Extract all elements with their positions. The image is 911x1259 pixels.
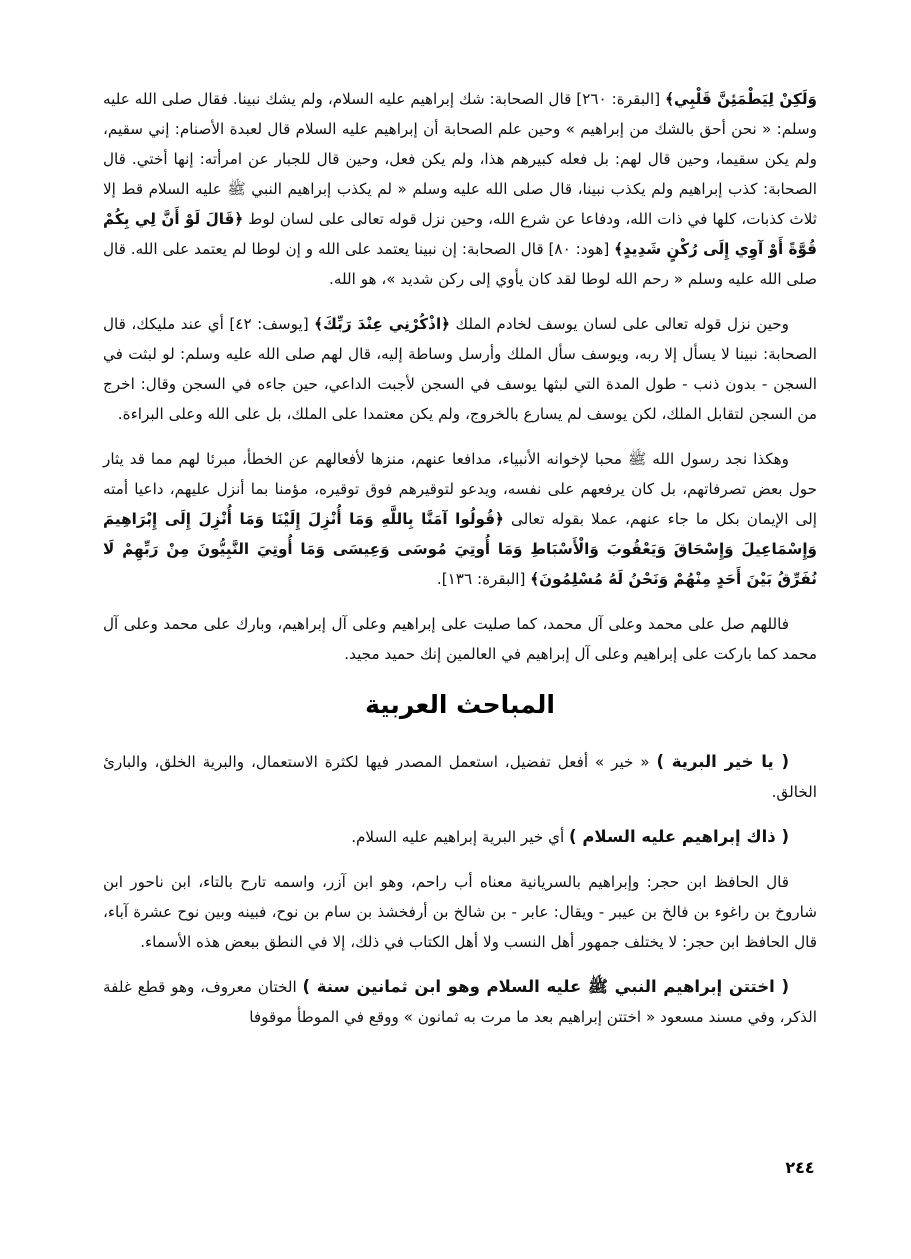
paragraph-text: [البقرة: ١٣٦].: [436, 570, 531, 588]
paragraph-text: الختان معروف، وهو قطع غلفة الذكر، وفي مسند مسعود « اختتن إبراهيم بعد ما مرت به ثمانون » ووقع في الموطأ موقوفا: [103, 978, 817, 1026]
term-heading: ( اختتن إبراهيم النبي ﷺ عليه السلام وهو ابن ثمانين سنة ): [302, 977, 789, 996]
paragraph-2: [103, 309, 817, 429]
paragraph-text: وهكذا نجد رسول الله ﷺ محبا لإخوانه الأنبياء، مدافعا عنهم، منزها لأفعالهم عن الخطأ، مبرئا لهم مما قد يثار حول بعض تصرفاتهم، بل كان يرفعهم على نفسه، ويدعو لتوقيرهم فوق توقيره، مؤمنا بما أنزل عليهم، داعيا أمته إلى الإيمان بكل ما جاء عنهم، عملا بقوله تعالى: [103, 450, 817, 528]
paragraph-text: « خير » أفعل تفضيل، استعمل المصدر فيها لكثرة الاستعمال، والبرية الخلق، والبارئ الخالق.: [103, 753, 817, 801]
quran-verse: ﴿قَالَ لَوْ أَنَّ لِي بِكُمْ قُوَّةً أَوْ آوِي إِلَى رُكْنٍ شَدِيدٍ﴾: [103, 210, 817, 258]
section-heading: المباحث العربية: [365, 690, 555, 719]
quran-verse: ﴿قُولُوا آمَنَّا بِاللَّهِ وَمَا أُنْزِلَ إِلَيْنَا وَمَا أُنْزِلَ إِلَى إِبْرَاهِيمَ وَإِسْمَاعِيلَ وَإِسْحَاقَ وَيَعْقُوبَ وَالْأَسْبَاطِ وَمَا أُوتِيَ مُوسَى وَعِيسَى وَمَا أُوتِيَ النَّبِيُّونَ مِنْ رَبِّهِمْ لَا نُفَرِّقُ بَيْنَ أَحَدٍ مِنْهُمْ وَنَحْنُ لَهُ مُسْلِمُونَ﴾: [103, 510, 817, 588]
term-heading: ( يا خير البرية ): [656, 752, 789, 771]
paragraph-text: وحين نزل قوله تعالى على لسان يوسف لخادم الملك: [450, 315, 790, 333]
paragraph-text: فاللهم صل على محمد وعلى آل محمد، كما صليت على إبراهيم وعلى آل إبراهيم، وبارك على محمد وعلى آل محمد كما باركت على إبراهيم وعلى آل إبراهيم في العالمين إنك حميد مجيد.: [103, 615, 817, 663]
paragraph-5: [103, 747, 817, 807]
paragraph-4: [103, 609, 817, 669]
page-number: ٢٤٤: [785, 1158, 815, 1177]
paragraph-text: [يوسف: ٤٢] أي عند مليكك، قال الصحابة: نبينا لا يسأل إلا ربه، ويوسف سأل الملك وأرسل وساطة إليه، قال لهم صلى الله عليه وسلم: لو لبثت في السجن - بدون ذنب - طول المدة التي لبثها يوسف في السجن لأجبت الداعي، حين جاءه في السجن وقال: اخرج من السجن لتقابل الملك، لكن يوسف لم يسارع بالخروج، ولم يكن معتمدا على الملك، بل على الله وعلى البراءة.: [103, 315, 817, 423]
paragraph-text: [هود: ٨٠] قال الصحابة: إن نبينا يعتمد على الله و إن لوطا لم يعتمد على الله. قال صلى الله عليه وسلم « رحم الله لوطا لقد كان يأوي إلى ركن شديد »، هو الله.: [103, 240, 817, 288]
quran-verse: وَلَكِنْ لِيَطْمَئِنَّ قَلْبِي﴾: [665, 90, 817, 108]
paragraph-text: قال الحافظ ابن حجر: وإبراهيم بالسريانية معناه أب راحم، وهو ابن آزر، واسمه تارح بالتاء، ابن ناحور ابن شاروخ بن راغوء بن فالخ بن عيبر - ويقال: عابر - بن شالخ بن أرفخشذ بن سام بن نوح، فبينه وبين نوح عشرة آباء، قال الحافظ ابن حجر: لا يختلف جمهور أهل النسب ولا أهل الكتاب في ذلك، إلا في النطق ببعض هذه الأسماء.: [103, 873, 817, 951]
paragraph-text: [البقرة: ٢٦٠] قال الصحابة: شك إبراهيم عليه السلام، ولم يشك نبينا. فقال صلى الله عليه وسلم: « نحن أحق بالشك من إبراهيم » وحين علم الصحابة أن إبراهيم عليه السلام قال لعبدة الأصنام: إني سقيم، ولم يكن سقيما، وحين قال لهم: بل فعله كبيرهم هذا، ولم يكن فعل، وحين قال للجبار عن امرأته: إنها أختي. قال الصحابة: كذب إبراهيم ولم يكذب نبينا، قال صلى الله عليه وسلم « لم يكذب إبراهيم النبي ﷺ عليه السلام قط إلا ثلاث كذبات، كلها في ذات الله، ودفاعا عن شرع الله، وحين نزل قوله تعالى على لسان لوط: [103, 90, 817, 228]
paragraph-8: [103, 972, 817, 1032]
paragraph-text: أي خير البرية إبراهيم عليه السلام.: [351, 828, 570, 846]
paragraph-6: [103, 822, 817, 852]
quran-verse: ﴿اذْكُرْنِي عِنْدَ رَبِّكَ﴾: [314, 315, 451, 333]
term-heading: ( ذاك إبراهيم عليه السلام ): [569, 827, 789, 846]
paragraph-1: [103, 84, 817, 294]
paragraph-3: [103, 444, 817, 594]
page-body: [103, 84, 817, 1047]
paragraph-7: [103, 867, 817, 957]
